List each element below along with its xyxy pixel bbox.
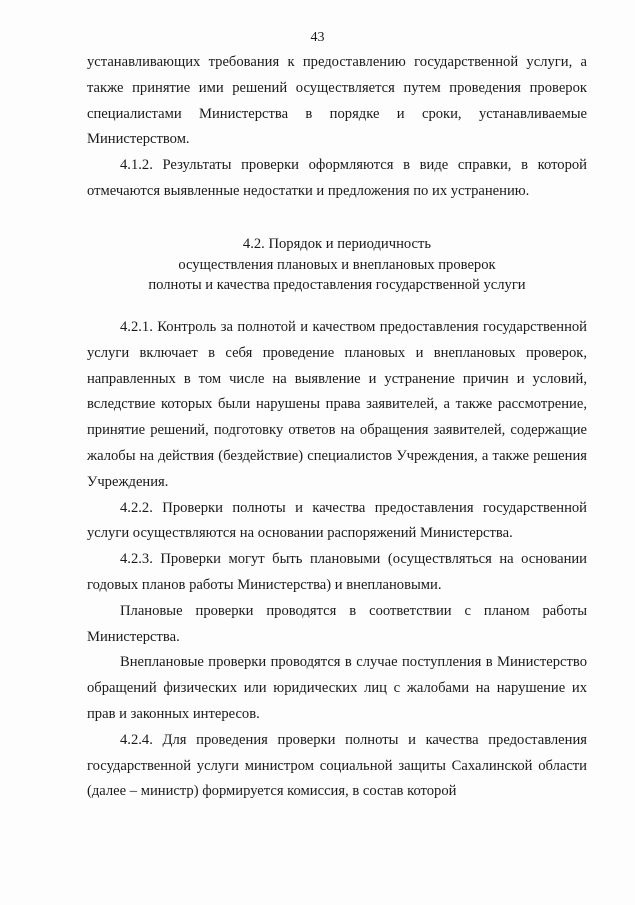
paragraph-4-1-2: 4.1.2. Результаты проверки оформляются в виде справки, в которой отмечаются выявленные недостатки и предложения по их устранению. — [87, 157, 587, 199]
paragraph-unplanned-checks: Внеплановые проверки проводятся в случае поступления в Министерство обращений физических или юридических лиц с жалобами на нарушение их прав и законных интересов. — [87, 654, 587, 722]
section-heading-line-2: осуществления плановых и внеплановых проверок — [178, 256, 496, 273]
page-number: 43 — [310, 30, 325, 45]
paragraph-continuation: устанавливающих требования к предоставлению государственной услуги, а также принятие ими решений осуществляется путем проведения проверок специалистами Министерства в порядке и сроки, устанавливаемые Министерством. — [87, 54, 587, 148]
paragraph-4-2-2: 4.2.2. Проверки полноты и качества предоставления государственной услуги осуществляются на основании распоряжений Министерства. — [87, 499, 587, 542]
bottom-text-block — [87, 315, 587, 805]
top-text-block — [87, 50, 587, 205]
paragraph-4-2-1: 4.2.1. Контроль за полнотой и качеством предоставления государственной услуги включает в себя проведение плановых и внеплановых проверок, направленных в том числе на выявление и устранение причин и условий, вследствие которых были нарушены права заявителей, а также рассмотрение, принятие решений, подготовку ответов на обращения заявителей, содержащие жалобы на действия (бездействие) специалистов Учреждения, а также решения Учреждения. — [87, 319, 587, 490]
paragraph-planned-checks: Плановые проверки проводятся в соответствии с планом работы Министерства. — [87, 602, 587, 645]
section-heading-line-3: полноты и качества предоставления государственной услуги — [148, 277, 526, 293]
paragraph-4-2-4: 4.2.4. Для проведения проверки полноты и качества предоставления государственной услуги министром социальной защиты Сахалинской области (далее – министр) формируется комиссия, в состав которой — [87, 731, 587, 800]
paragraph-4-2-3: 4.2.3. Проверки могут быть плановыми (осуществляться на основании годовых планов работы Министерства) и внеплановыми. — [87, 551, 587, 593]
section-heading-block — [63, 234, 611, 296]
section-heading-line-1: 4.2. Порядок и периодичность — [242, 236, 432, 252]
